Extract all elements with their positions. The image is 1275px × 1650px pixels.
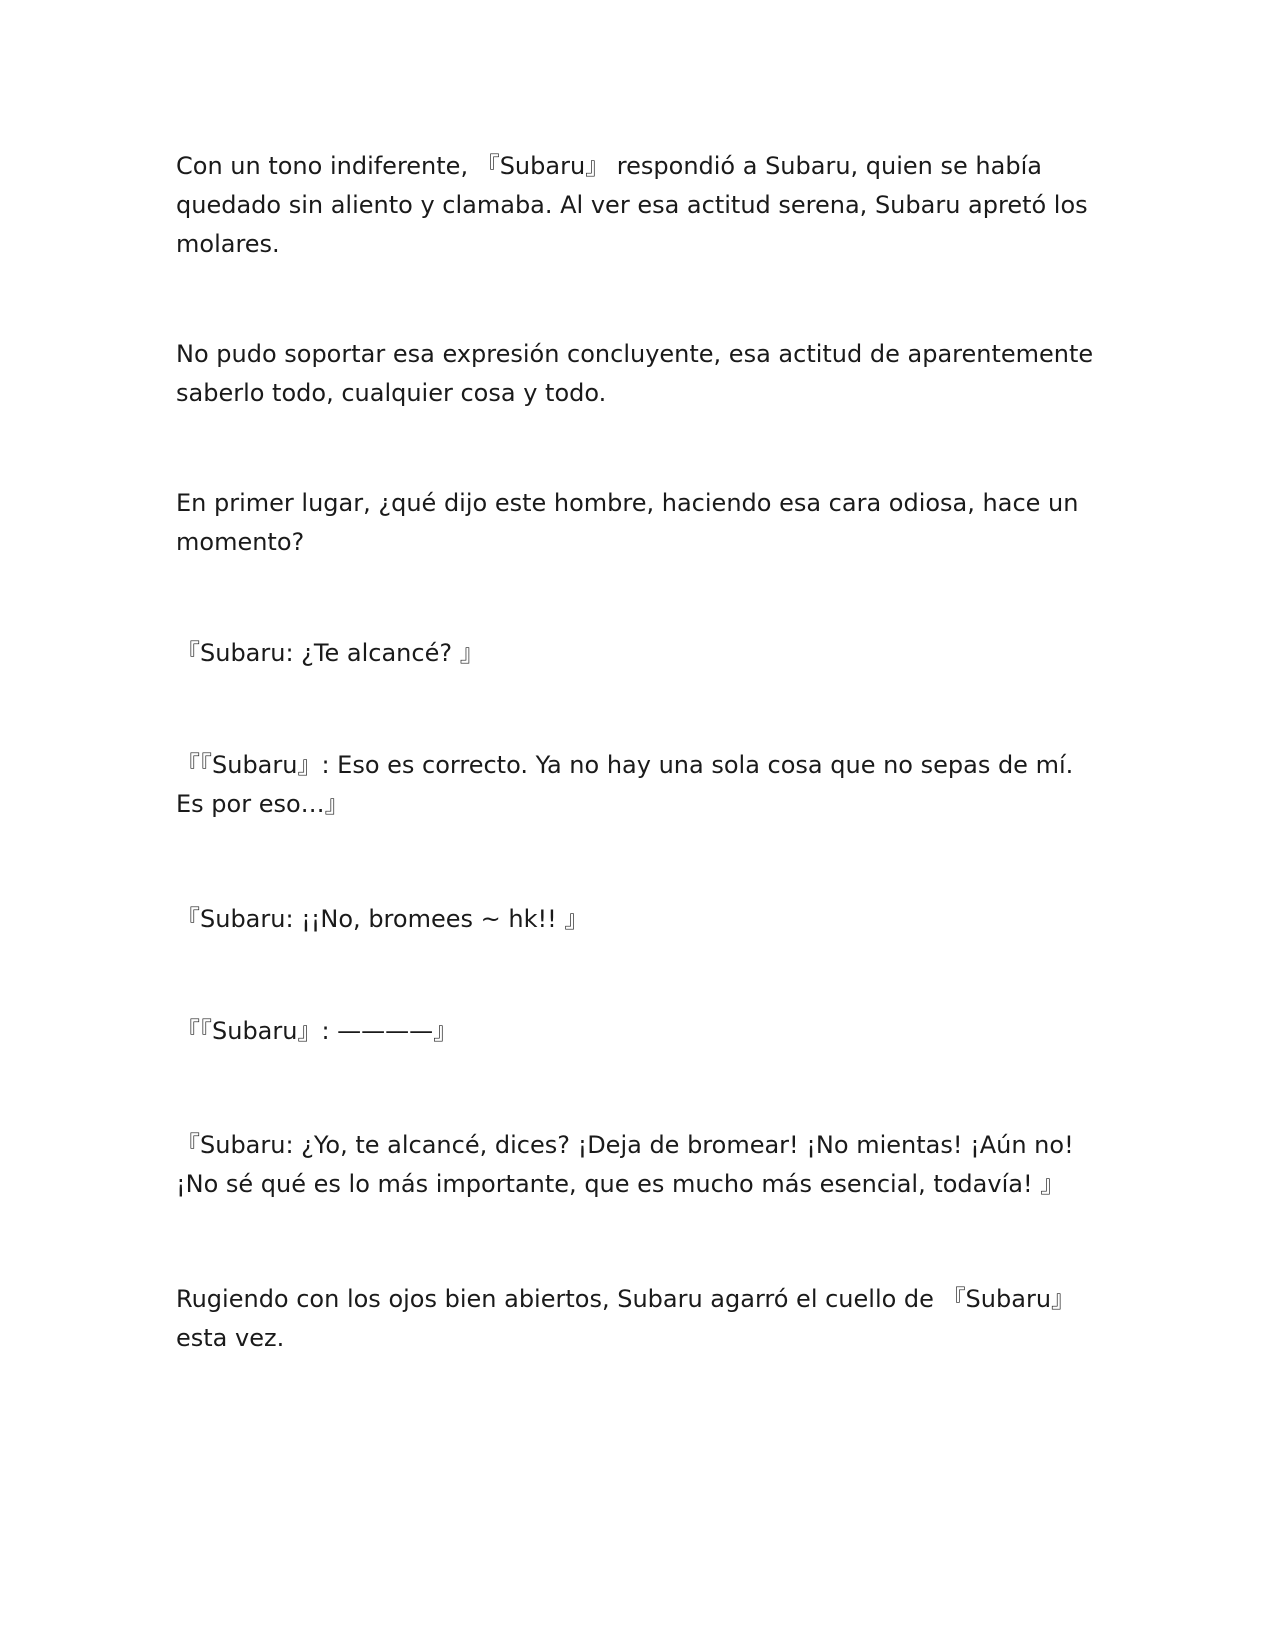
text-line: 『Subaru: ¿Yo, te alcancé, dices? ¡Deja de bromear! ¡No mientas! ¡Aún no! [176,1131,1074,1159]
paragraph-narration-1 [176,147,1096,264]
text-line: 『Subaru: ¿Te alcancé? 』 [176,639,484,667]
text-line: saberlo todo, cualquier cosa y todo. [176,379,607,407]
paragraph-narration-3 [176,484,1096,562]
text-line: ¡No sé qué es lo más importante, que es mucho más esencial, todavía! 』 [176,1170,1065,1198]
paragraph-dialogue-2 [176,746,1096,824]
text-line: 『『Subaru』: Eso es correcto. Ya no hay una sola cosa que no sepas de mí. [176,751,1074,779]
paragraph-narration-4 [176,1280,1096,1358]
text-line: Con un tono indiferente, 『Subaru』 respondió a Subaru, quien se había [176,152,1042,180]
text-line: momento? [176,528,305,556]
paragraph-dialogue-3 [176,900,1096,939]
text-line: Rugiendo con los ojos bien abiertos, Subaru agarró el cuello de 『Subaru』 [176,1285,1076,1313]
text-line: 『『Subaru』: ————』 [176,1017,458,1045]
text-line: No pudo soportar esa expresión concluyente, esa actitud de aparentemente [176,340,1094,368]
paragraph-dialogue-1 [176,634,1096,673]
text-line: molares. [176,230,280,258]
paragraph-dialogue-4 [176,1012,1096,1051]
text-line: esta vez. [176,1324,285,1352]
paragraph-narration-2 [176,335,1096,413]
text-line: Es por eso…』 [176,790,349,818]
paragraph-dialogue-5 [176,1126,1096,1204]
text-line: En primer lugar, ¿qué dijo este hombre, haciendo esa cara odiosa, hace un [176,489,1079,517]
text-line: 『Subaru: ¡¡No, bromees ~ hk!! 』 [176,905,589,933]
text-line: quedado sin aliento y clamaba. Al ver esa actitud serena, Subaru apretó los [176,191,1088,219]
